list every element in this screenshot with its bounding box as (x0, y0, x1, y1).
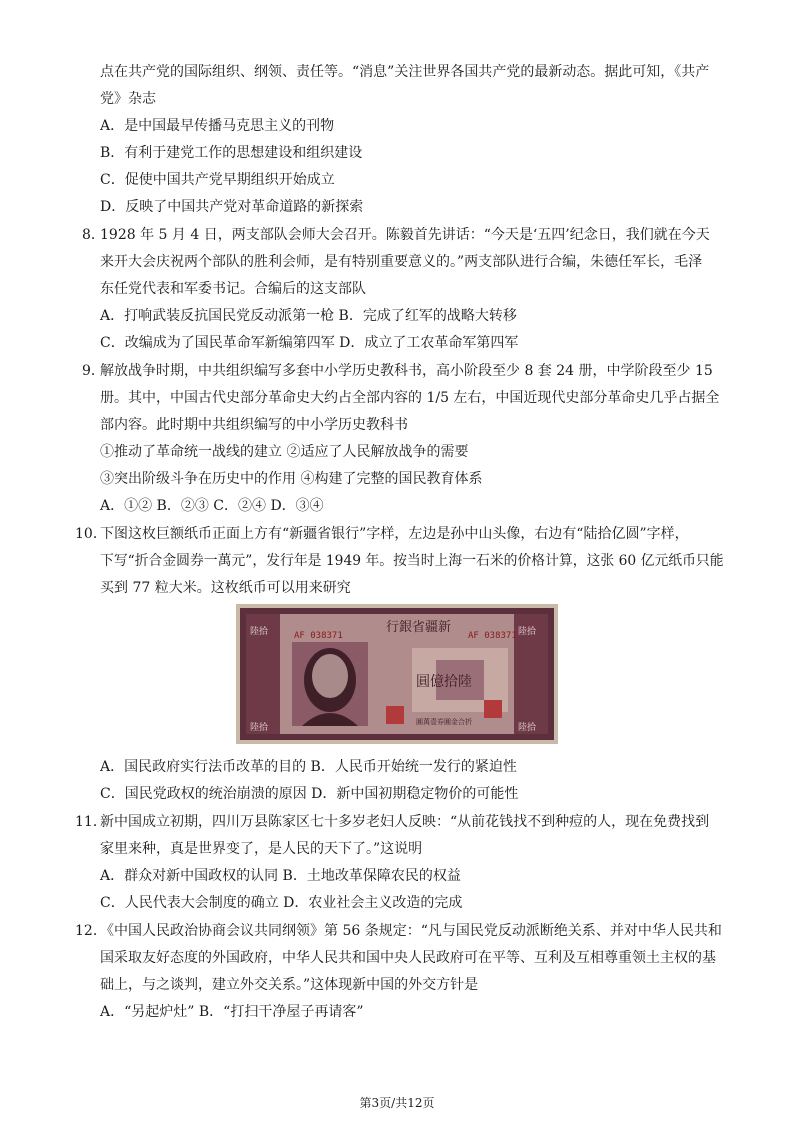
q7-option-d: D．反映了中国共产党对革命道路的新探索 (100, 199, 364, 215)
portrait-face (312, 654, 348, 698)
value-text: 圓億拾陸 (416, 674, 472, 690)
serial-right-text: AF 038371 (468, 631, 517, 641)
q8-stem-line-3: 东任党代表和军委书记。合编后的这支部队 (100, 281, 366, 297)
q7-option-c: C．促使中国共产党早期组织开始成立 (100, 172, 335, 188)
page-footer: 第3页/共12页 (359, 1096, 435, 1110)
q10-stem-line-1: 下图这枚巨额纸币正面上方有“新疆省银行”字样，左边是孙中山头像，右边有“陆拾亿圆”字样， (100, 526, 689, 542)
q9-stem-line-2: 册。其中，中国古代史部分革命史大约占全部内容的 1/5 左右，中国近现代史部分革命史几乎占据全 (100, 390, 720, 406)
bottom-caption-text: 圓萬壹券圓金合折 (416, 718, 472, 726)
q12-stem-line-1: 《中国人民政治协商会议共同纲领》第 56 条规定：“凡与国民党反动派断绝关系、并对中华人民共和 (100, 923, 722, 939)
q11-options-row-2: C．人民代表大会制度的确立 D．农业社会主义改造的完成 (100, 895, 463, 911)
serial-left-text: AF 038371 (294, 631, 343, 641)
q8-options-row-1: A．打响武装反抗国民党反动派第一枪 B．完成了红军的战略大转移 (100, 308, 517, 324)
q9-stem-line-3: 部内容。此时期中共组织编写的中小学历史教科书 (100, 417, 408, 433)
q9-number: 9． (82, 363, 105, 379)
q12-number: 12． (75, 923, 107, 939)
q10-options-row-1: A．国民政府实行法币改革的目的 B．人民币开始统一发行的紧迫性 (100, 759, 517, 775)
q9-items-row-2: ③突出阶级斗争在历史中的作用 ④构建了完整的国民教育体系 (100, 471, 483, 487)
corner-text-top-left: 陸拾 (250, 627, 269, 637)
q11-number: 11． (75, 814, 107, 830)
corner-text-bottom-right: 陸拾 (518, 723, 537, 733)
q10-options-row-2: C．国民党政权的统治崩溃的原因 D．新中国初期稳定物价的可能性 (100, 786, 519, 802)
q7-stem-line-2: 党》杂志 (100, 91, 156, 107)
q10-stem-line-3: 买到 77 粒大米。这枚纸币可以用来研究 (100, 580, 351, 596)
q10-number: 10． (75, 526, 107, 542)
q8-stem-line-2: 来开大会庆祝两个部队的胜利会师，是有特别重要意义的。”两支部队进行合编，朱德任军长，毛泽 (100, 254, 703, 270)
q11-stem-line-1: 新中国成立初期，四川万县陈家区七十多岁老妇人反映：“从前花钱找不到种痘的人，现在免费找到 (100, 814, 710, 830)
corner-text-bottom-left: 陸拾 (250, 723, 269, 733)
banknote-image (236, 604, 558, 744)
q8-stem-line-1: 1928 年 5 月 4 日，两支部队会师大会召开。陈毅首先讲话：“今天是‘五四’纪念日，我们就在今天 (100, 227, 710, 243)
seal-right (484, 700, 502, 718)
q8-options-row-2: C．改编成为了国民革命军新编第四军 D．成立了工农革命军第四军 (100, 335, 519, 351)
q11-stem-line-2: 家里来种，真是世界变了，是人民的天下了。”这说明 (100, 841, 423, 857)
q7-stem-line-1: 点在共产党的国际组织、纲领、责任等。“消息”关注世界各国共产党的最新动态。据此可知，《共产 (100, 64, 710, 80)
q7-option-a: A．是中国最早传播马克思主义的刊物 (100, 118, 335, 134)
seal-left (386, 706, 404, 724)
q10-stem-line-2: 下写“折合金圆券一萬元”，发行年是 1949 年。按当时上海一石米的价格计算，这张 60 亿元纸币只能 (100, 553, 724, 569)
bank-name-text: 行銀省疆新 (386, 620, 452, 635)
q9-stem-line-1: 解放战争时期，中共组织编写多套中小学历史教科书，高小阶段至少 8 套 24 册，中学阶段至少 15 (100, 363, 713, 379)
q12-stem-line-2: 国采取友好态度的外国政府，中华人民共和国中央人民政府可在平等、互利及互相尊重领土主权的基 (100, 950, 716, 966)
corner-text-top-right: 陸拾 (518, 627, 537, 637)
q12-options-row-1: A．“另起炉灶” B．“打扫干净屋子再请客” (100, 1004, 364, 1020)
q11-options-row-1: A．群众对新中国政权的认同 B．土地改革保障农民的权益 (100, 868, 461, 884)
q8-number: 8． (82, 227, 105, 243)
q9-options: A．①② B．②③ C．②④ D．③④ (100, 498, 324, 514)
q7-option-b: B．有利于建党工作的思想建设和组织建设 (100, 145, 363, 161)
q12-stem-line-3: 础上，与之谈判，建立外交关系。”这体现新中国的外交方针是 (100, 977, 479, 993)
q9-items-row-1: ①推动了革命统一战线的建立 ②适应了人民解放战争的需要 (100, 444, 469, 460)
